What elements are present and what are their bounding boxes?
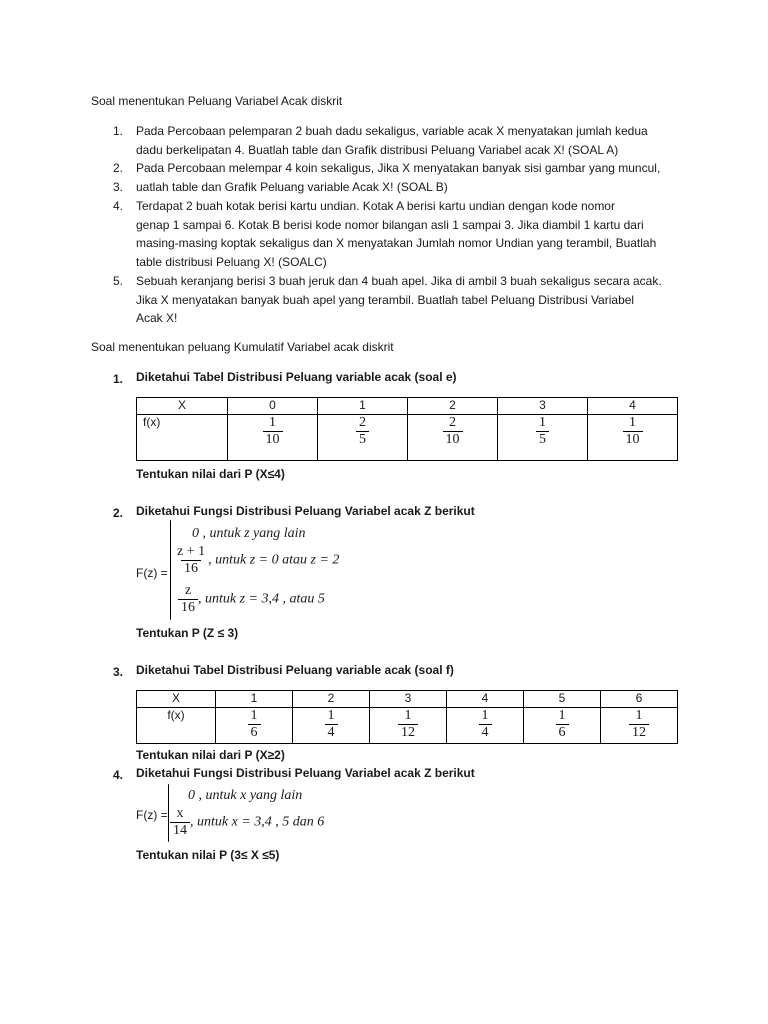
q2-case-two [174,544,339,577]
numerator: 1 [558,708,566,723]
q1-title: Diketahui Tabel Distribusi Peluang variable acak (soal e) [136,370,457,384]
denominator: 5 [536,431,549,448]
q4-case-other: 0 , untuk x yang lain [188,788,303,803]
table-row [137,708,678,744]
fraction [325,708,338,741]
fraction [170,806,190,839]
item-line: Acak X! [136,311,178,326]
x-value-cell: 3 [370,691,447,708]
item-text [136,122,648,159]
item-number: 2. [113,161,124,175]
numerator: 1 [327,708,335,723]
q2-case-other: 0 , untuk z yang lain [192,526,306,541]
item-line: Sebuah keranjang berisi 3 buah jeruk dan 4 buah apel. Jika di ambil 3 buah sekaligus secara acak. [136,274,662,288]
q4-brace [168,784,169,842]
table-row [137,691,678,708]
q2-question: Tentukan P (Z ≤ 3) [136,626,239,640]
item-line: dadu berkelipatan 4. Buatlah table dan Grafik distribusi Peluang Variabel acak X! (SOAL A) [136,142,619,157]
fx-value-cell [293,708,370,744]
item-line: Terdapat 2 buah kotak berisi kartu undian. Kotak A berisi kartu undian dengan kode nomor [136,199,615,213]
item-line: table distribusi Peluang X! (SOALC) [136,255,327,270]
fx-value-cell [408,415,498,461]
fraction [248,708,261,741]
item-line: uatlah table dan Grafik Peluang variable Acak X! (SOAL B) [136,180,448,194]
fraction [629,708,649,741]
condition: , untuk x = 3,4 , 5 dan 6 [190,814,325,830]
q3-title: Diketahui Tabel Distribusi Peluang variable acak (soal f) [136,663,454,677]
condition: , untuk z = 3,4 , atau 5 [198,591,325,607]
denominator: 5 [356,431,369,448]
numerator: 1 [404,708,412,723]
numerator: x [176,806,184,821]
fraction [263,415,283,448]
denominator: 16 [178,599,198,616]
q2-brace [170,520,171,620]
denominator: 16 [181,560,201,577]
fx-value-cell [228,415,318,461]
fraction [536,415,549,448]
fraction [556,708,569,741]
fraction [174,544,208,577]
table-row [137,415,678,461]
q4-function-label: F(z) = [136,808,168,822]
fx-value-cell [498,415,588,461]
fx-value-cell [370,708,447,744]
x-value-cell: 4 [588,398,678,415]
fraction [443,415,463,448]
q2-title: Diketahui Fungsi Distribusi Peluang Variabel acak Z berikut [136,504,475,518]
fx-value-cell [588,415,678,461]
item-text [136,178,448,197]
denominator: 12 [398,724,418,741]
section2-heading: Soal menentukan peluang Kumulatif Variabel acak diskrit [91,340,394,354]
numerator: 2 [359,415,366,430]
table-row [137,398,678,415]
numerator: 1 [539,415,546,430]
x-header-cell: X [137,398,228,415]
q3-number: 3. [113,665,124,679]
item-number: 4. [113,199,124,213]
x-value-cell: 3 [498,398,588,415]
numerator: z [184,583,192,598]
item-number: 1. [113,124,124,138]
item-line: Jika X menyatakan banyak buah apel yang terambil. Buatlah tabel Peluang Distribusi Variabel [136,292,635,307]
fx-label: f(x) [143,415,161,429]
denominator: 12 [629,724,649,741]
q3-question: Tentukan nilai dari P (X≥2) [136,748,285,762]
q1-distribution-table [136,397,678,461]
denominator: 6 [556,724,569,741]
item-line: Pada Percobaan melempar 4 koin sekaligus, Jika X menyatakan banyak sisi gambar yang muncul, [136,161,661,175]
q4-question: Tentukan nilai P (3≤ X ≤5) [136,848,280,862]
x-header-cell: X [137,691,216,708]
fraction [178,583,198,616]
fx-header-cell [137,708,216,744]
denominator: 10 [263,431,283,448]
denominator: 10 [443,431,463,448]
x-value-cell: 6 [601,691,678,708]
item-text [136,159,660,178]
denominator: 6 [248,724,261,741]
q4-case-main [170,806,324,839]
q4-number: 4. [113,768,124,782]
x-value-cell: 1 [318,398,408,415]
condition: , untuk z = 0 atau z = 2 [208,552,340,568]
item-line: Pada Percobaan pelemparan 2 buah dadu sekaligus, variable acak X menyatakan jumlah kedua [136,124,648,138]
denominator: 4 [479,724,492,741]
q1-number: 1. [113,372,124,386]
numerator: 1 [269,415,276,430]
q2-case-three [178,583,325,616]
x-value-cell: 1 [216,691,293,708]
q1-question: Tentukan nilai dari P (X≤4) [136,467,285,481]
q3-distribution-table [136,690,678,744]
fx-value-cell [318,415,408,461]
item-number: 3. [113,180,124,194]
item-text [136,272,662,328]
q2-function-label: F(z) = [136,566,168,580]
item-text [136,197,656,272]
fraction [623,415,643,448]
x-value-cell: 5 [524,691,601,708]
fx-value-cell [216,708,293,744]
fx-value-cell [447,708,524,744]
fraction [479,708,492,741]
denominator: 10 [623,431,643,448]
numerator: 1 [250,708,258,723]
fx-value-cell [601,708,678,744]
x-value-cell: 0 [228,398,318,415]
numerator: 1 [629,415,636,430]
fx-value-cell [524,708,601,744]
section1-heading: Soal menentukan Peluang Variabel Acak diskrit [91,94,343,108]
x-value-cell: 4 [447,691,524,708]
numerator: 1 [481,708,489,723]
fx-header-cell [137,415,228,461]
x-value-cell: 2 [408,398,498,415]
q4-title: Diketahui Fungsi Distribusi Peluang Variabel acak Z berikut [136,766,475,780]
fx-label: f(x) [167,708,185,722]
fraction [398,708,418,741]
numerator: z + 1 [177,544,206,559]
item-line: genap 1 sampai 6. Kotak B berisi kode nomor bilangan asli 1 sampai 3. Jika diambil 1 kartu dari [136,217,644,232]
item-number: 5. [113,274,124,288]
numerator: 1 [635,708,643,723]
numerator: 2 [449,415,456,430]
x-value-cell: 2 [293,691,370,708]
denominator: 14 [170,822,190,839]
item-line: masing-masing koptak sekaligus dan X menyatakan Jumlah nomor Undian yang terambil, Buatlah [136,236,657,251]
q2-number: 2. [113,506,124,520]
denominator: 4 [325,724,338,741]
fraction [356,415,369,448]
